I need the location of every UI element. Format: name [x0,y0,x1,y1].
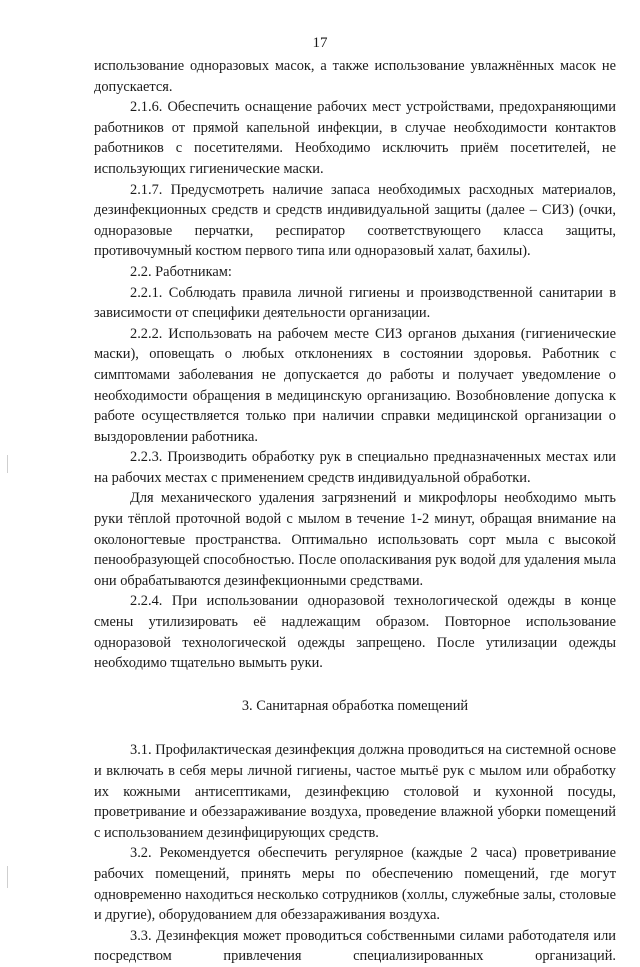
paragraph-2-2-2: 2.2.2. Использовать на рабочем месте СИЗ органов дыхания (гигиенические маски), оповещать о любых отклонениях в состоянии здоровья. Работник с симптомами заболевания не допускается до работы и получает уведомление о необходимости обращения в медицинскую организацию. Возобновление допуска к работе осуществляется только при наличии справки медицинской организации о выздоровлении работника. [94,325,616,445]
scan-edge-mark [7,866,8,888]
paragraph-mech: Для механического удаления загрязнений и микрофлоры необходимо мыть руки тёплой проточной водой с мылом в течение 1-2 минут, обращая внимание на околоногтевые пространства. Оптимально использовать сорт мыла с высокой пенообразующей способностью. После ополаскивания рук водой для удаления мыла они обрабатываются дезинфекционными средствами. [94,490,616,589]
paragraph-3-1: 3.1. Профилактическая дезинфекция должна проводиться на системной основе и включать в себя меры личной гигиены, частое мытьё рук с мылом или обработку их кожными антисептиками, дезинфекцию столовой и кухонной посуды, проветривание и обеззараживание воздуха, проведение влажной уборки помещений с использованием дезинфицирующих средств. [94,742,616,841]
document-body [94,56,616,967]
paragraph-3-3: 3.3. Дезинфекция может проводиться собственными силами работодателя или посредством привлечения специализированных организаций. [94,927,616,965]
paragraph-2-1-7: 2.1.7. Предусмотреть наличие запаса необходимых расходных материалов, дезинфекционных средств и средств индивидуальной защиты (далее – СИЗ) (очки, одноразовые перчатки, респиратор соответствующего класса защиты, противочумный костюм первого типа или одноразовый халат, бахилы). [94,181,616,260]
paragraphs-group-bottom [94,740,616,967]
paragraph-2-2-1: 2.2.1. Соблюдать правила личной гигиены и производственной санитарии в зависимости от специфики деятельности организации. [94,284,616,322]
paragraph-2-2: 2.2. Работникам: [130,263,232,280]
section-heading: 3. Санитарная обработка помещений [241,697,469,714]
paragraph-2-2-4: 2.2.4. При использовании одноразовой технологической одежды в конце смены утилизировать её надлежащим образом. Повторное использование одноразовой технологической одежды запрещено. После утилизации одежды необходимо тщательно вымыть руки. [94,593,616,672]
paragraph-3-2: 3.2. Рекомендуется обеспечить регулярное (каждые 2 часа) проветривание рабочих помещений, принять меры по обеспечению помещений, где могут одновременно находиться несколько сотрудников (холлы, служебные залы, столовые и другие), оборудованием для обеззараживания воздуха. [94,845,616,924]
page-number: 17 [312,35,328,51]
paragraph-2-1-6: 2.1.6. Обеспечить оснащение рабочих мест устройствами, предохраняющими работников от прямой капельной инфекции, в случае необходимости контактов работников с посетителями. Необходимо исключить приём посетителей, не использующих гигиенические маски. [94,99,616,177]
paragraph-masks-cont: использование одноразовых масок, а также использование увлажнённых масок не допускается. [94,58,616,95]
paragraph-2-2-3: 2.2.3. Производить обработку рук в специально предназначенных местах или на рабочих местах с применением средств индивидуальной обработки. [94,449,616,486]
paragraphs-group-top [94,56,616,674]
scan-edge-mark [7,455,8,473]
